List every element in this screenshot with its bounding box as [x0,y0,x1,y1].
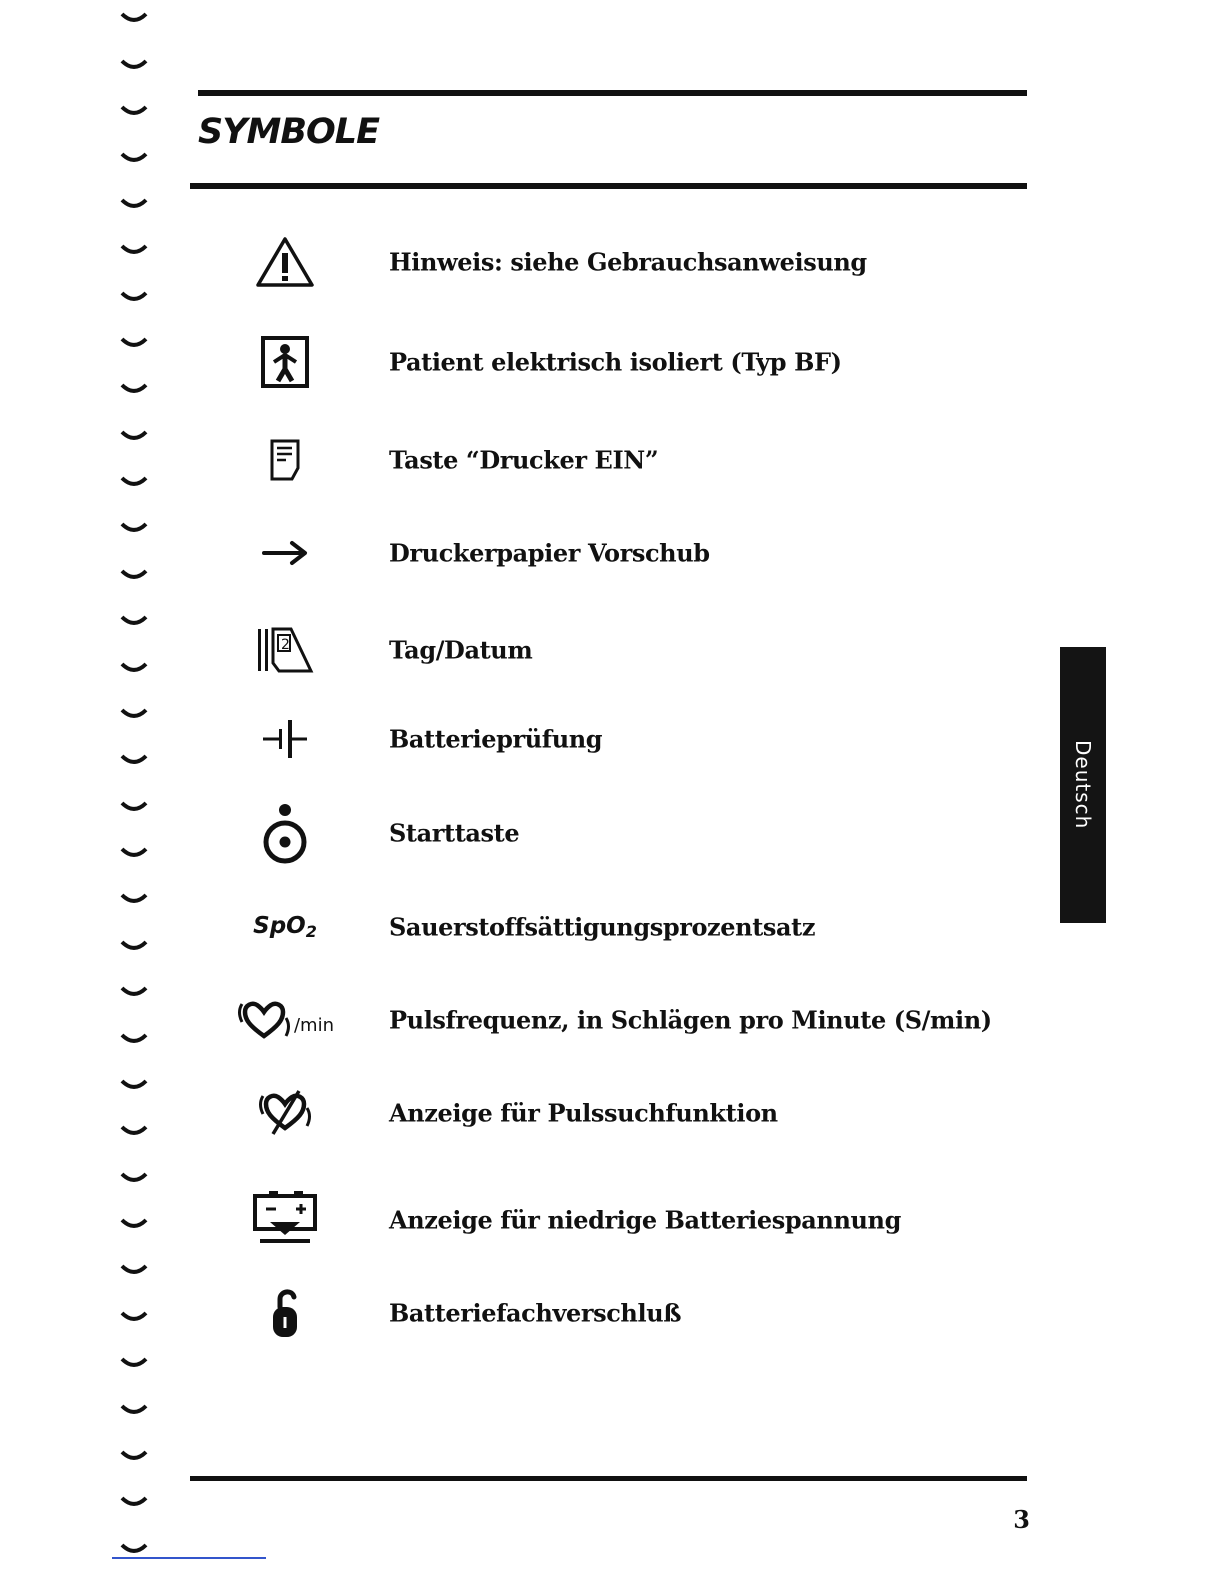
binding-ring [118,1494,150,1510]
title-rule [190,183,1027,189]
symbol-label: Batterieprüfung [389,724,603,754]
symbol-label: Pulsfrequenz, in Schlägen pro Minute (S/min) [389,1005,992,1035]
start-button-icon [230,803,340,863]
symbol-row [230,332,990,392]
binding-ring [118,289,150,305]
spiral-binding [112,0,162,1584]
printer-key-icon [230,430,340,490]
symbol-row [230,990,990,1050]
arrow-right-icon [230,523,340,583]
symbol-label: Druckerpapier Vorschub [389,538,710,568]
pulse-search-icon [230,1083,340,1143]
binding-ring [118,1355,150,1371]
language-tab [1060,647,1106,923]
binding-ring [118,613,150,629]
symbol-label: Batteriefachverschluß [389,1298,682,1328]
binding-ring [118,1309,150,1325]
binding-ring [118,1216,150,1232]
battery-check-icon [230,709,340,769]
binding-ring [118,242,150,258]
symbol-row [230,709,990,769]
binding-ring [118,1402,150,1418]
binding-ring [118,103,150,119]
binding-ring [118,10,150,26]
type-bf-patient-icon [230,332,340,392]
calendar-icon [230,620,340,680]
symbol-label: Patient elektrisch isoliert (Typ BF) [389,347,842,377]
top-rule [198,90,1027,96]
symbol-label: Starttaste [389,818,520,848]
stub-line [112,1557,266,1559]
binding-ring [118,196,150,212]
binding-ring [118,1262,150,1278]
spo2-icon-subscript: 2 [305,922,317,941]
binding-ring [118,1170,150,1186]
binding-ring [118,1077,150,1093]
binding-ring [118,57,150,73]
binding-ring [118,799,150,815]
svg-text:2: 2 [281,637,290,653]
symbol-row [230,803,990,863]
symbol-label: Anzeige für niedrige Batteriespannung [389,1205,901,1235]
symbol-label: Anzeige für Pulssuchfunktion [389,1098,778,1128]
page-number: 3 [1013,1505,1030,1534]
symbol-row [230,1283,990,1343]
symbol-row [230,1190,990,1250]
pulse-rate-icon [230,990,340,1050]
binding-ring [118,1541,150,1557]
symbol-row [230,430,990,490]
symbol-label: Tag/Datum [389,635,533,665]
symbol-label: Taste “Drucker EIN” [389,445,659,475]
bottom-rule [190,1476,1027,1481]
page-title: SYMBOLE [198,112,380,152]
binding-ring [118,845,150,861]
symbol-row [230,523,990,583]
low-battery-icon [230,1190,340,1250]
symbol-row [230,1083,990,1143]
binding-ring [118,474,150,490]
binding-ring [118,428,150,444]
binding-ring [118,520,150,536]
pulse-unit-text: /min [293,1015,334,1036]
binding-ring [118,567,150,583]
symbol-row [230,620,990,680]
spo2-icon-text: SpO [253,913,306,939]
binding-ring [118,938,150,954]
binding-ring [118,752,150,768]
binding-ring [118,706,150,722]
symbol-label: Hinweis: siehe Gebrauchsanweisung [389,247,867,277]
binding-ring [118,1448,150,1464]
binding-ring [118,891,150,907]
binding-ring [118,1031,150,1047]
spo2-icon [230,897,340,957]
binding-ring [118,381,150,397]
warning-triangle-icon [230,232,340,292]
binding-ring [118,660,150,676]
symbol-row [230,897,990,957]
battery-latch-icon [230,1283,340,1343]
symbol-row [230,232,990,292]
binding-ring [118,150,150,166]
language-tab-label: Deutsch [1071,740,1095,830]
binding-ring [118,984,150,1000]
binding-ring [118,1123,150,1139]
symbol-label: Sauerstoffsättigungsprozentsatz [389,912,816,942]
binding-ring [118,335,150,351]
